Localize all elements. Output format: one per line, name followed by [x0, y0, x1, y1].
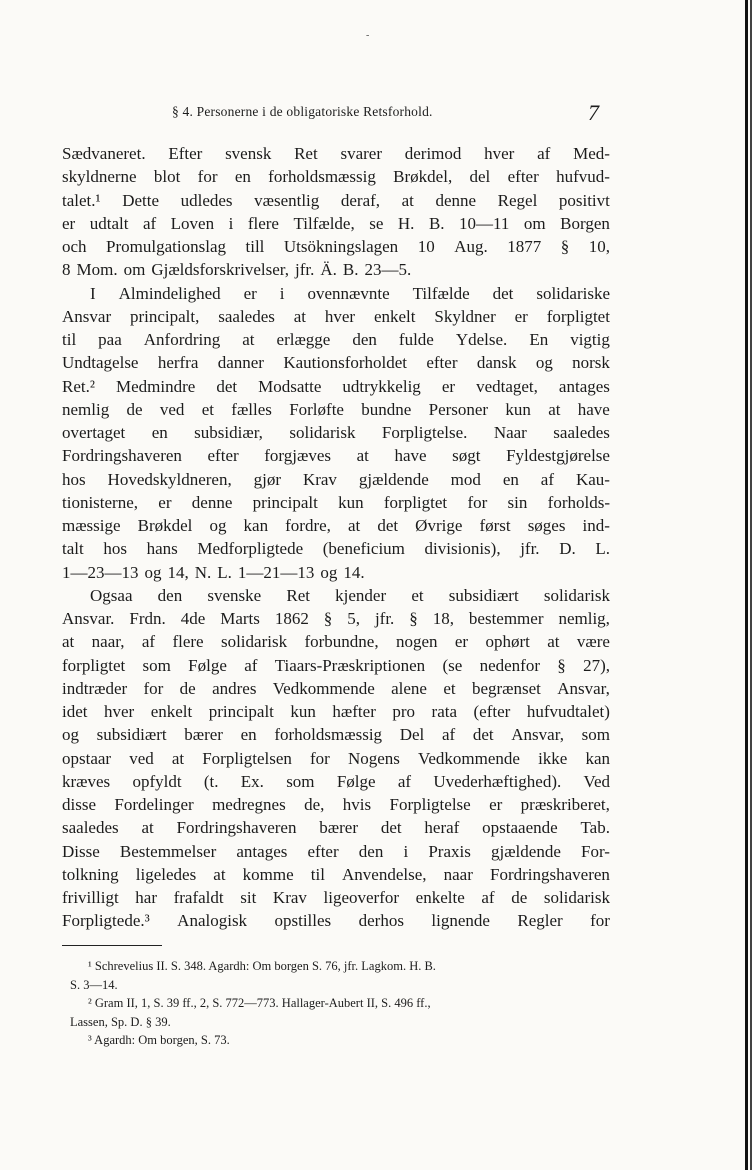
text-line: mæssige Brøkdel og kan fordre, at det Øvrige først søges ind- [62, 516, 610, 535]
text-line: indtræder for de andres Vedkommende alene et begrænset Ansvar, [62, 678, 610, 698]
text-line: og subsidiært bærer en forholdsmæssig Del af det Ansvar, som [62, 725, 610, 745]
text-line: hos Hovedskyldneren, gjør Krav gjældende mod en af Kau- [62, 469, 610, 489]
footnote-line: S. 3—14. [70, 977, 118, 992]
text-line: nemlig de ved et fælles Forløfte bundne Personer kun at have [62, 399, 610, 419]
text-line: 8 Mom. om Gjældsforskrivelser, jfr. Ä. B. 23—5. [62, 260, 412, 280]
footnote-line: ² Gram II, 1, S. 39 ff., 2, S. 772—773. Hallager-Aubert II, S. 496 ff., [88, 996, 431, 1010]
text-line: til paa Anfordring at erlægge den fulde Ydelse. En vigtig [62, 330, 610, 349]
text-line: tionisterne, er denne principalt kun forpligtet for sin forholds- [62, 492, 610, 512]
footnote-line: ¹ Schrevelius II. S. 348. Agardh: Om borgen S. 76, jfr. Lagkom. H. B. [88, 959, 436, 973]
text-line: Sædvaneret. Efter svensk Ret svarer derimod hver af Med- [62, 144, 610, 163]
text-line: overtaget en subsidiær, solidarisk Forpligtelse. Naar saaledes [62, 423, 610, 442]
footnote-rule [62, 945, 162, 946]
text-line: disse Fordelinger medregnes de, hvis Forpligtelse er præskriberet, [62, 795, 610, 814]
text-line: er udtalt af Loven i flere Tilfælde, se H. B. 10—11 om Borgen [62, 213, 610, 233]
running-header: § 4. Personerne i de obligatoriske Retsforhold. [172, 104, 433, 119]
text-line: kræves opfyldt (t. Ex. som Følge af Uvederhæftighed). Ved [62, 771, 610, 791]
text-line: tolkning ligeledes at komme til Anvendelse, naar Fordringshaveren [62, 864, 610, 884]
text-line: Ansvar. Frdn. 4de Marts 1862 § 5, jfr. § 18, bestemmer nemlig, [62, 609, 610, 628]
text-line: Forpligtede.³ Analogisk opstilles derhos lignende Regler for [62, 911, 610, 931]
text-line: Disse Bestemmelser antages efter den i Praxis gjældende For- [62, 841, 610, 861]
footnote-line: ³ Agardh: Om borgen, S. 73. [88, 1033, 230, 1047]
text-line: Undtagelse herfra danner Kautionsforholdet efter dansk og norsk [62, 353, 610, 373]
scan-edge [745, 0, 748, 1170]
text-line: talet.¹ Dette udledes væsentlig deraf, at denne Regel positivt [62, 190, 610, 210]
text-line: frivilligt har frafaldt sit Krav ligeoverfor enkelte af de solidarisk [62, 888, 610, 907]
text-line: at naar, af flere solidarisk forbundne, nogen er ophørt at være [62, 632, 610, 652]
text-line: Ansvar principalt, saaledes at hver enkelt Skyldner er forpligtet [62, 306, 610, 326]
text-line: skyldnerne blot for en forholdsmæssig Brøkdel, del efter hufvud- [62, 167, 610, 187]
text-line: Ogsaa den svenske Ret kjender et subsidiært solidarisk [90, 585, 610, 605]
text-line: I Almindelighed er i ovennævnte Tilfælde det solidariske [90, 283, 610, 303]
text-line: Ret.² Medmindre det Modsatte udtrykkelig er vedtaget, antages [62, 376, 610, 396]
text-line: opstaar ved at Forpligtelsen for Nogens Vedkommende ikke kan [62, 748, 610, 768]
text-line: talt hos hans Medforpligtede (beneficium divisionis), jfr. D. L. [62, 539, 610, 559]
text-line: forpligtet som Følge af Tiaars-Præskriptionen (se nedenfor § 27), [62, 655, 610, 675]
text-line: saaledes at Fordringshaveren bærer det heraf opstaaende Tab. [62, 818, 610, 838]
corner-mark: - [366, 30, 370, 41]
text-line: och Promulgationslag till Utsökningslagen 10 Aug. 1877 § 10, [62, 237, 610, 256]
page-number: 7 [588, 100, 599, 125]
text-line: Fordringshaveren efter forgjæves at have søgt Fyldestgjørelse [62, 446, 610, 466]
text-line: idet hver enkelt principalt kun hæfter pro rata (efter hufvudtalet) [62, 702, 610, 721]
footnotes [70, 957, 610, 1050]
footnote-line: Lassen, Sp. D. § 39. [70, 1014, 171, 1029]
body-text [62, 142, 610, 933]
text-line: 1—23—13 og 14, N. L. 1—21—13 og 14. [62, 562, 365, 582]
